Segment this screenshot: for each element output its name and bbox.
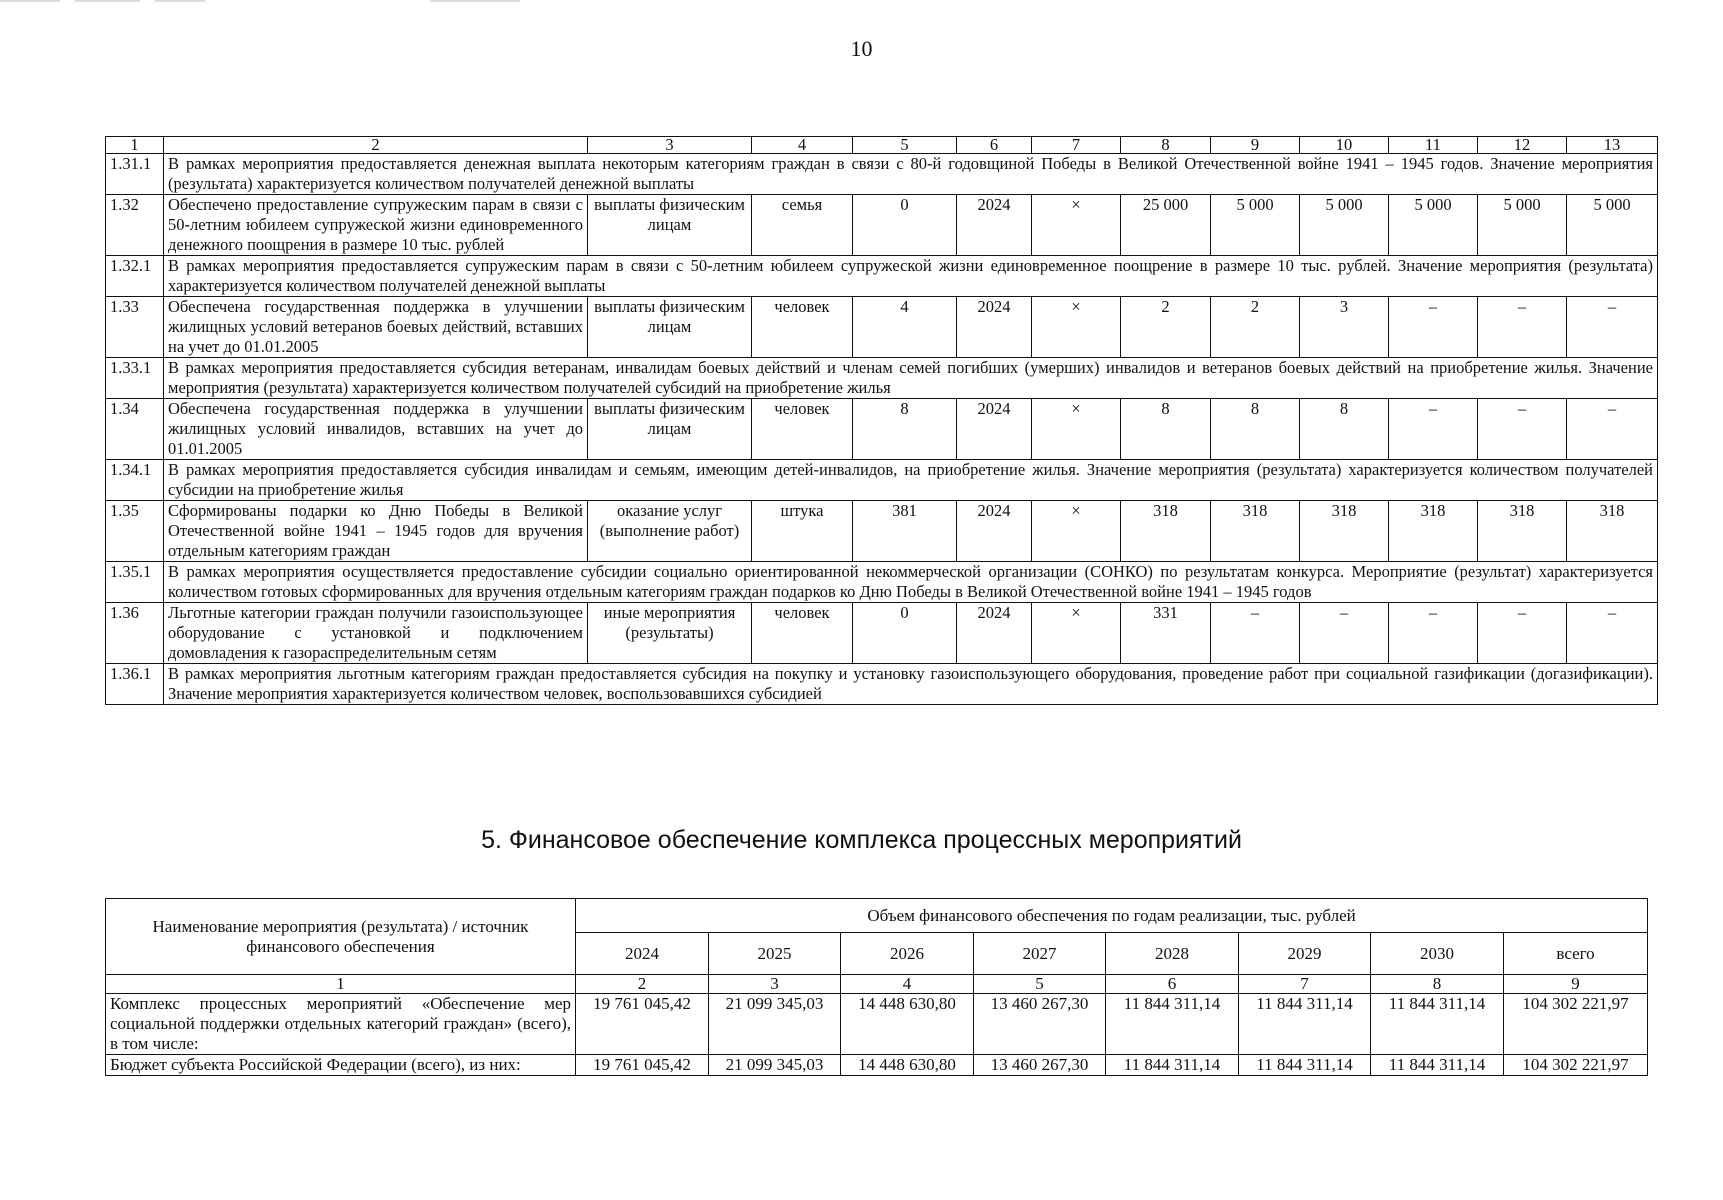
financing-row xyxy=(106,1055,1648,1076)
year-header: 2030 xyxy=(1371,933,1504,975)
year-value: – xyxy=(1478,603,1567,664)
note-row xyxy=(106,256,1658,297)
note-row xyxy=(106,154,1658,195)
year-value: – xyxy=(1567,297,1658,358)
cross-mark: × xyxy=(1032,501,1121,562)
year-header: 2027 xyxy=(974,933,1106,975)
unit: семья xyxy=(752,195,853,256)
column-number: 13 xyxy=(1567,137,1658,154)
financing-header-row-1 xyxy=(106,899,1648,933)
table-row xyxy=(106,603,1658,664)
column-number: 7 xyxy=(1032,137,1121,154)
year-value: – xyxy=(1389,297,1478,358)
column-number: 2 xyxy=(576,975,709,994)
financing-value: 11 844 311,14 xyxy=(1371,1055,1504,1076)
financing-name-header: Наименование мероприятия (результата) / источник финансового обеспечения xyxy=(106,899,576,975)
financing-value: 104 302 221,97 xyxy=(1504,1055,1648,1076)
financing-item-name: Комплекс процессных мероприятий «Обеспечение мер социальной поддержки отдельных категорий граждан» (всего), в том числе: xyxy=(106,994,576,1055)
note-text: В рамках мероприятия осуществляется предоставление субсидии социально ориентированной некоммерческой организации (СОНКО) по результатам конкурса. Мероприятие (результат) характеризуется количеством готовых сформированных для вручения отдельным категориям граждан подарков ко Дню Победы в Великой Отечественной войне 1941 – 1945 годов xyxy=(164,562,1658,603)
unit: человек xyxy=(752,603,853,664)
row-number: 1.33.1 xyxy=(106,358,164,399)
column-number: 1 xyxy=(106,137,164,154)
financing-table xyxy=(105,898,1648,1076)
column-number: 3 xyxy=(588,137,752,154)
year-value: 5 000 xyxy=(1389,195,1478,256)
year-value: – xyxy=(1211,603,1300,664)
year-value: 318 xyxy=(1300,501,1389,562)
year-value: 8 xyxy=(1300,399,1389,460)
column-number: 5 xyxy=(853,137,957,154)
row-number: 1.35 xyxy=(106,501,164,562)
financing-volume-header: Объем финансового обеспечения по годам реализации, тыс. рублей xyxy=(576,899,1648,933)
note-text: В рамках мероприятия предоставляется субсидия инвалидам и семьям, имеющим детей-инвалидов, на приобретение жилья. Значение мероприятия (результата) характеризуется количеством получателей субсидии на приобретение жилья xyxy=(164,460,1658,501)
financing-colnum-row xyxy=(106,975,1648,994)
result-name: Обеспечена государственная поддержка в улучшении жилищных условий ветеранов боевых действий, вставших на учет до 01.01.2005 xyxy=(164,297,588,358)
result-type: иные мероприятия (результаты) xyxy=(588,603,752,664)
column-number: 10 xyxy=(1300,137,1389,154)
year-header: 2026 xyxy=(841,933,974,975)
year-value: 5 000 xyxy=(1300,195,1389,256)
year-value: 8 xyxy=(1121,399,1211,460)
base-value: 4 xyxy=(853,297,957,358)
column-number: 4 xyxy=(752,137,853,154)
row-number: 1.34 xyxy=(106,399,164,460)
year-value: 5 000 xyxy=(1211,195,1300,256)
financing-item-name: Бюджет субъекта Российской Федерации (всего), из них: xyxy=(106,1055,576,1076)
note-row xyxy=(106,664,1658,705)
column-number: 4 xyxy=(841,975,974,994)
financing-value: 21 099 345,03 xyxy=(709,994,841,1055)
base-year: 2024 xyxy=(957,399,1032,460)
year-header: 2025 xyxy=(709,933,841,975)
table-row xyxy=(106,297,1658,358)
year-value: 2 xyxy=(1121,297,1211,358)
year-header: 2024 xyxy=(576,933,709,975)
result-name: Сформированы подарки ко Дню Победы в Великой Отечественной войне 1941 – 1945 годов для вручения отдельным категориям граждан xyxy=(164,501,588,562)
table-row xyxy=(106,501,1658,562)
row-number: 1.33 xyxy=(106,297,164,358)
financing-value: 19 761 045,42 xyxy=(576,994,709,1055)
note-text: В рамках мероприятия льготным категориям граждан предоставляется субсидия на покупку и установку газоиспользующего оборудования, проведение работ при социальной газификации (догазификации). Значение мероприятия характеризуется количеством человек, воспользовавшихся субсидией xyxy=(164,664,1658,705)
row-number: 1.36 xyxy=(106,603,164,664)
base-value: 0 xyxy=(853,195,957,256)
row-number: 1.34.1 xyxy=(106,460,164,501)
financing-value: 11 844 311,14 xyxy=(1239,994,1371,1055)
base-value: 0 xyxy=(853,603,957,664)
financing-value: 14 448 630,80 xyxy=(841,994,974,1055)
year-value: 318 xyxy=(1478,501,1567,562)
result-type: выплаты физическим лицам xyxy=(588,297,752,358)
financing-value: 11 844 311,14 xyxy=(1106,994,1239,1055)
row-number: 1.32 xyxy=(106,195,164,256)
base-year: 2024 xyxy=(957,195,1032,256)
financing-value: 11 844 311,14 xyxy=(1106,1055,1239,1076)
note-row xyxy=(106,460,1658,501)
year-value: 331 xyxy=(1121,603,1211,664)
base-year: 2024 xyxy=(957,297,1032,358)
year-value: – xyxy=(1567,603,1658,664)
column-number: 6 xyxy=(957,137,1032,154)
column-number: 12 xyxy=(1478,137,1567,154)
column-number: 8 xyxy=(1371,975,1504,994)
financing-value: 14 448 630,80 xyxy=(841,1055,974,1076)
financing-row xyxy=(106,994,1648,1055)
column-number: 9 xyxy=(1504,975,1648,994)
row-number: 1.32.1 xyxy=(106,256,164,297)
result-name: Обеспечена государственная поддержка в улучшении жилищных условий инвалидов, вставших на учет до 01.01.2005 xyxy=(164,399,588,460)
financing-value: 13 460 267,30 xyxy=(974,1055,1106,1076)
financing-value: 21 099 345,03 xyxy=(709,1055,841,1076)
column-number: 6 xyxy=(1106,975,1239,994)
cross-mark: × xyxy=(1032,603,1121,664)
unit: штука xyxy=(752,501,853,562)
result-type: выплаты физическим лицам xyxy=(588,399,752,460)
note-row xyxy=(106,358,1658,399)
unit: человек xyxy=(752,297,853,358)
year-header: 2029 xyxy=(1239,933,1371,975)
financing-value: 11 844 311,14 xyxy=(1371,994,1504,1055)
row-number: 1.36.1 xyxy=(106,664,164,705)
column-number: 9 xyxy=(1211,137,1300,154)
column-number: 7 xyxy=(1239,975,1371,994)
column-number: 1 xyxy=(106,975,576,994)
table-header-row xyxy=(106,137,1658,154)
result-name: Обеспечено предоставление супружеским парам в связи с 50-летним юбилеем супружеской жизни единовременного денежного поощрения в размере 10 тыс. рублей xyxy=(164,195,588,256)
result-type: оказание услуг (выполнение работ) xyxy=(588,501,752,562)
column-number: 3 xyxy=(709,975,841,994)
financing-value: 104 302 221,97 xyxy=(1504,994,1648,1055)
year-value: – xyxy=(1478,297,1567,358)
year-value: 318 xyxy=(1211,501,1300,562)
cross-mark: × xyxy=(1032,195,1121,256)
year-value: 25 000 xyxy=(1121,195,1211,256)
scan-marks-decoration xyxy=(0,0,520,4)
section-title: 5. Финансовое обеспечение комплекса процессных мероприятий xyxy=(481,826,1242,854)
year-value: 2 xyxy=(1211,297,1300,358)
financing-value: 11 844 311,14 xyxy=(1239,1055,1371,1076)
base-year: 2024 xyxy=(957,501,1032,562)
unit: человек xyxy=(752,399,853,460)
column-number: 8 xyxy=(1121,137,1211,154)
note-text: В рамках мероприятия предоставляется денежная выплата некоторым категориям граждан в связи с 80-й годовщиной Победы в Великой Отечественной войне 1941 – 1945 годов. Значение мероприятия (результата) характеризуется количеством получателей денежной выплаты xyxy=(164,154,1658,195)
year-value: – xyxy=(1389,603,1478,664)
year-value: 5 000 xyxy=(1567,195,1658,256)
year-value: 318 xyxy=(1567,501,1658,562)
year-value: – xyxy=(1300,603,1389,664)
note-text: В рамках мероприятия предоставляется субсидия ветеранам, инвалидам боевых действий и членам семей погибших (умерших) инвалидов и ветеранов боевых действий на приобретение жилья. Значение мероприятия (результата) характеризуется количеством получателей субсидий на приобретение жилья xyxy=(164,358,1658,399)
year-value: – xyxy=(1567,399,1658,460)
result-name: Льготные категории граждан получили газоиспользующее оборудование с установкой и подключением домовладения к газораспределительным сетям xyxy=(164,603,588,664)
year-header: 2028 xyxy=(1106,933,1239,975)
note-text: В рамках мероприятия предоставляется супружеским парам в связи с 50-летним юбилеем супружеской жизни единовременное поощрение в размере 10 тыс. рублей. Значение мероприятия (результата) характеризуется количеством получателей денежной выплаты xyxy=(164,256,1658,297)
table-row xyxy=(106,195,1658,256)
base-year: 2024 xyxy=(957,603,1032,664)
financing-value: 13 460 267,30 xyxy=(974,994,1106,1055)
column-number: 11 xyxy=(1389,137,1478,154)
column-number: 5 xyxy=(974,975,1106,994)
year-value: – xyxy=(1478,399,1567,460)
year-value: – xyxy=(1389,399,1478,460)
indicators-table xyxy=(105,136,1658,705)
base-value: 381 xyxy=(853,501,957,562)
table-row xyxy=(106,399,1658,460)
row-number: 1.31.1 xyxy=(106,154,164,195)
column-number: 2 xyxy=(164,137,588,154)
result-type: выплаты физическим лицам xyxy=(588,195,752,256)
page-number: 10 xyxy=(850,36,873,61)
year-value: 5 000 xyxy=(1478,195,1567,256)
year-value: 8 xyxy=(1211,399,1300,460)
base-value: 8 xyxy=(853,399,957,460)
year-header: всего xyxy=(1504,933,1648,975)
note-row xyxy=(106,562,1658,603)
cross-mark: × xyxy=(1032,399,1121,460)
financing-value: 19 761 045,42 xyxy=(576,1055,709,1076)
row-number: 1.35.1 xyxy=(106,562,164,603)
year-value: 3 xyxy=(1300,297,1389,358)
year-value: 318 xyxy=(1121,501,1211,562)
year-value: 318 xyxy=(1389,501,1478,562)
cross-mark: × xyxy=(1032,297,1121,358)
